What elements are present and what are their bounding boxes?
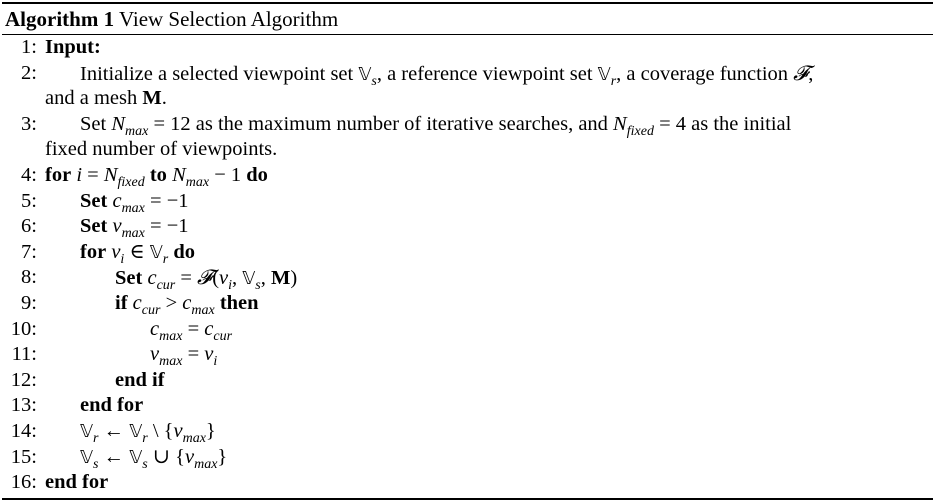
- line-number: 9:: [21, 291, 37, 314]
- algorithm-line: [2, 112, 933, 138]
- line-text: $c_{max} = c_{cur}$: [150, 317, 233, 344]
- line-number: 13:: [10, 394, 37, 417]
- algorithm-line: [2, 189, 933, 215]
- algorithm-line: [2, 137, 933, 163]
- line-number: 6:: [21, 215, 37, 238]
- line-text: Set $N_{max} = 12$ as the maximum number of iterative searches, and $N_{fixed} = 4$ as the initial: [80, 112, 792, 139]
- algorithm-line: [2, 214, 933, 240]
- line-text: if $c_{cur} > c_{max}$ then: [115, 291, 259, 318]
- algorithm-line: [2, 35, 933, 61]
- line-text: Input:: [45, 36, 101, 58]
- line-text: 𝕍$_s$ ← 𝕍$_s$ ∪ $\{v_{max}\}$: [80, 445, 228, 472]
- line-text: end for: [80, 394, 144, 417]
- line-number: 3:: [21, 112, 37, 135]
- line-number: 4:: [21, 163, 37, 186]
- line-text: Initialize a selected viewpoint set 𝕍$_s$, a reference viewpoint set 𝕍$_r$, a coverage function 𝓕,: [80, 60, 814, 89]
- line-number: 16:: [10, 471, 37, 494]
- line-text: for $v_i$ ∈ 𝕍$_r$ do: [80, 240, 195, 267]
- line-text: and a mesh M.: [45, 87, 167, 110]
- line-number: 2:: [21, 61, 37, 84]
- line-number: 14:: [10, 419, 37, 442]
- line-text: $v_{max} = v_i$: [150, 343, 218, 370]
- algorithm-line: [2, 291, 933, 317]
- algorithm-label: Algorithm 1: [5, 7, 115, 31]
- line-text: Set $c_{max} = -1$: [80, 189, 189, 216]
- line-number: 10:: [10, 317, 37, 340]
- algorithm-line: [2, 342, 933, 368]
- algorithm-lines: [2, 35, 933, 496]
- line-text: Set $c_{cur}$ = $𝓕(v_i$, 𝕍$_s$, M): [115, 265, 298, 294]
- line-text: end if: [115, 368, 165, 391]
- algorithm-box: [2, 2, 933, 496]
- algorithm-line: [2, 393, 933, 419]
- algorithm-line: [2, 470, 933, 496]
- line-number: 1:: [21, 36, 37, 58]
- algorithm-line: [2, 163, 933, 189]
- line-number: 7:: [21, 240, 37, 263]
- algorithm-line: [2, 265, 933, 294]
- line-number: 11:: [11, 343, 37, 366]
- algorithm-line: [2, 419, 933, 445]
- algorithm-caption: [2, 4, 933, 34]
- line-number: 5:: [21, 189, 37, 212]
- algorithm-line: [2, 240, 933, 266]
- algorithm-title: View Selection Algorithm: [118, 7, 339, 31]
- algorithm-line: [2, 61, 933, 87]
- algorithm-line: [2, 368, 933, 394]
- algorithm-line: [2, 445, 933, 471]
- line-number: 12:: [10, 368, 37, 391]
- line-text: 𝕍$_r$ ← 𝕍$_r$ \ $\{v_{max}\}$: [80, 419, 216, 446]
- line-text: for $i = N_{fixed}$ to $N_{max} - 1$ do: [45, 163, 268, 190]
- algorithm-line: [2, 86, 933, 112]
- algorithm-line: [2, 317, 933, 343]
- bottom-rule: [2, 498, 933, 500]
- line-number: 15:: [10, 445, 37, 468]
- line-text: end for: [45, 471, 109, 494]
- line-number: 8:: [21, 266, 37, 289]
- line-text: Set $v_{max} = -1$: [80, 215, 189, 242]
- line-text: fixed number of viewpoints.: [45, 138, 278, 161]
